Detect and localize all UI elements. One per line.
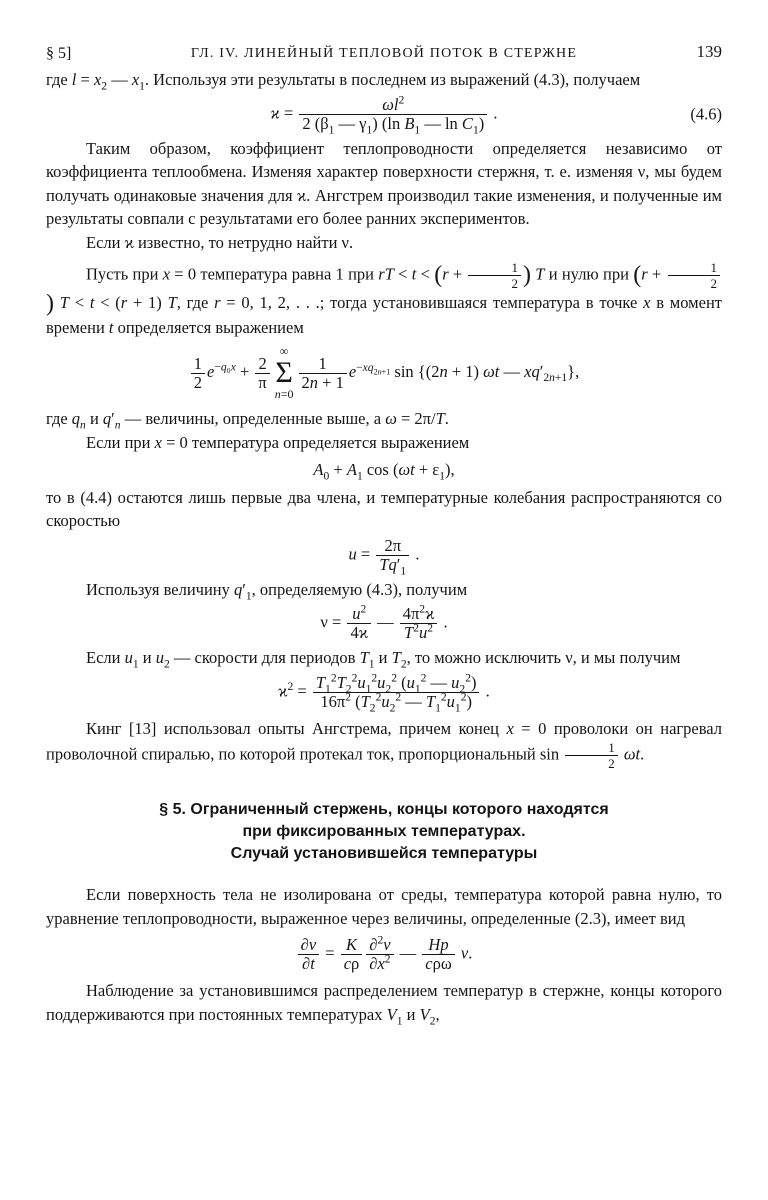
running-header (46, 36, 722, 68)
paragraph: Используя величину $q'_1$, определяемую (4.3), получим (86, 579, 468, 603)
paragraph: то в (4.4) остаются лишь первые два члена, и температурные колебания распространяются со скоростью (46, 487, 722, 531)
paragraph: где $q_n$ и $q'_n$ — величины, определенные выше, а ω = 2π/T. (46, 409, 449, 432)
paragraph: Если при x = 0 температура определяется выражением (86, 432, 470, 452)
paragraph: Если ϰ известно, то нетрудно найти ν. (86, 232, 354, 252)
paragraph: Наблюдение за установившимся распределением температур в стержне, концы которого поддерживаются при постоянных температурах $V_1$ и $V_2$, (46, 981, 722, 1028)
page-number: 139 (696, 42, 722, 61)
section-heading-line: при фиксированных температурах. (242, 823, 526, 841)
paragraph: Пусть при x = 0 температура равна 1 при rT < t < (r + $\frac{1}{2}$ ) T и нулю при (r + $\frac{1}{2}$ ) T < t < (r + 1) T, где r = 0, 1, 2, . . .; тогда установившаяся температура в точке x в момент времени t определяется выражением (46, 260, 722, 337)
header-section: § 5] (46, 45, 72, 62)
paragraph: Если $u_1$ и $u_2$ — скорости для периодов $T_1$ и $T_2$, то можно исключить ν, и мы получим (86, 648, 681, 671)
section-heading-line: § 5. Ограниченный стержень, концы которого находятся (159, 801, 609, 819)
header-chapter-title: ГЛ. IV. ЛИНЕЙНЫЙ ТЕПЛОВОЙ ПОТОК В СТЕРЖНЕ (190, 46, 578, 61)
paragraph: Если поверхность тела не изолирована от среды, температура которой равна нулю, то уравнение теплопроводности, выраженное через величины, определенные (2.3), имеет вид (46, 885, 722, 928)
equation-heat: $\frac{\partial v}{\partial t}$ = $\frac{K}{c\rho}$ $\frac{\partial^2v}{\partial x^2}$ — $\frac{Hp}{\text{cρω}}$ v. (46, 936, 722, 973)
equation-number: (4.6) (690, 104, 722, 124)
equation-boundary: $A_0 + A_1$ $\cos (\omega t + \varepsilon_1)$, (313, 460, 455, 483)
section-heading (46, 799, 722, 865)
equation-series: $\frac{1}{2}$ $e^{-q_0x}$ + $\frac{2}{\pi}$ ∞ Σ n=0 $\frac{1}{2n + 1}$ $e^{-xq_{2n+1}}$ sin {(2n + 1) ωt — $xq'_{2n+1}$}, (46, 345, 722, 401)
equation-kappa-squared: $ϰ^2$ = $\frac{T_1^2T_2^2u_1^2u_2^2 (u_1^2 — u_2^2)}{16\pi^2 (T_2^2u_2^2 — T_1^2u_1^2)}$ . (278, 672, 490, 715)
equation-nu: ν = $\frac{u^2}{4ϰ}$ — $\frac{4\pi^2ϰ}{T^2u^2}$ . (320, 603, 448, 643)
paragraph: Таким образом, коэффициент теплопроводности определяется независимо от коэффициента теплообмена. Изменяя характер поверхности стержня, т. е. изменяя ν, мы будем получать одинаковые значения для ϰ. Ангстрем производил такие изменения, и полученные им результаты совпали с результатами его более ранних экспериментов. (46, 138, 722, 228)
equation-4-6: ϰ = $\frac{\omega l^2}{2 (\beta_1 — \gamma_1) (\ln B_1 — \ln C_1)}$ . (4.6) (270, 94, 722, 136)
paragraph: Кинг [13] использовал опыты Ангстрема, причем конец x = 0 проволоки он нагревал проволочной спиралью, по которой протекал ток, пропорциональный sin $\frac{1}{2}$ ωt. (46, 718, 723, 772)
paragraph: где $l = x_2$ — $x_1$. Используя эти результаты в последнем из выражений (4.3), получаем (46, 70, 641, 93)
section-heading-line: Случай установившейся температуры (230, 845, 538, 863)
equation-velocity: u = $\frac{2\pi}{Tq'_1}$ . (348, 535, 420, 578)
